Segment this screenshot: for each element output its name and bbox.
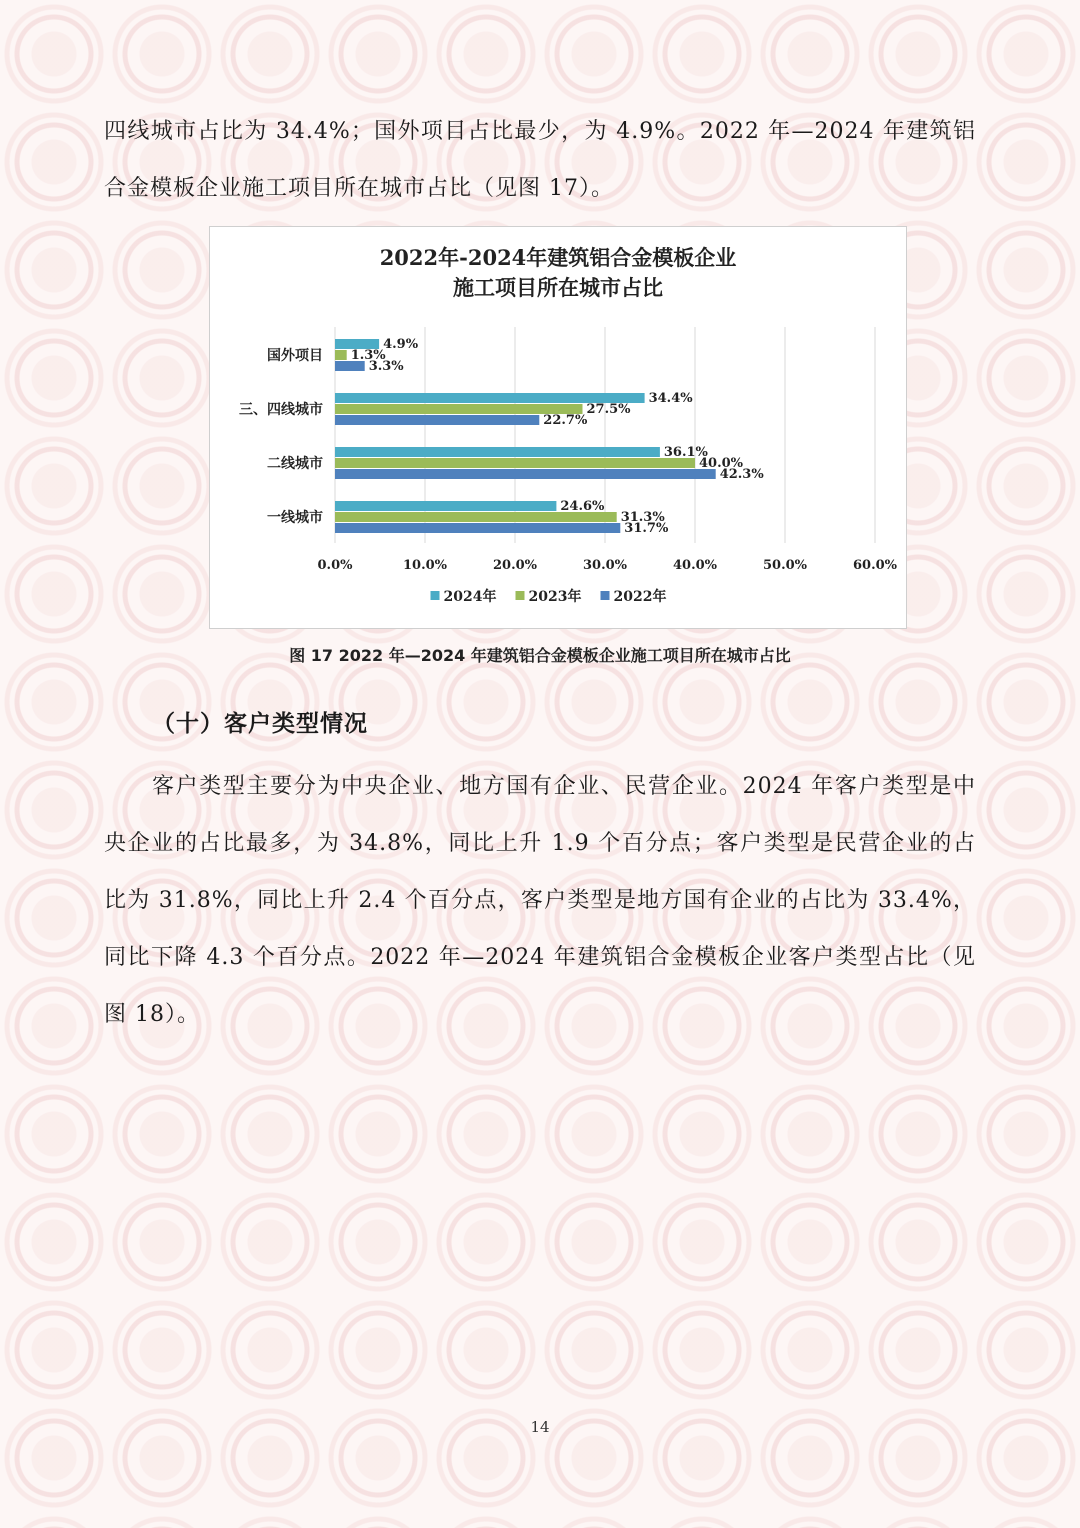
data-label: 1.3% [350,348,386,363]
category-label: 国外项目 [267,348,323,364]
body-paragraph: 客户类型主要分为中央企业、地方国有企业、民营企业。2024 年客户类型是中央企业的占比最多，为 34.8%，同比上升 1.9 个百分点；客户类型是民营企业的占比为 31.8%，同比上升 2.4 个百分点，客户类型是地方国有企业的占比为 33.4%，同比下降 4.3 个百分点。2022 年—2024 年建筑铝合金模板企业客户类型占比（见图 18）。 [104,774,976,1027]
bar [335,350,347,360]
data-label: 31.7% [624,521,669,536]
x-tick-label: 0.0% [317,558,353,573]
legend-swatch [601,591,610,600]
data-label: 31.3% [620,510,665,525]
data-label: 40.0% [699,456,744,471]
category-label: 一线城市 [267,510,323,526]
chart-title-line-2: 施工项目所在城市占比 [453,275,663,300]
x-tick-label: 10.0% [402,558,448,573]
bar [335,501,556,511]
legend-label: 2022年 [613,589,667,605]
chart-city-share [209,226,907,629]
legend-swatch [431,591,440,600]
chart-legend [431,588,667,605]
bar [335,458,695,468]
section-heading: （十）客户类型情况 [152,711,368,737]
data-label: 4.9% [383,337,419,352]
page-number: 14 [530,1418,550,1436]
chart-category-labels [239,347,323,526]
data-label: 34.4% [648,391,693,406]
chart-title-line-1: 2022年-2024年建筑铝合金模板企业 [379,245,737,270]
figure-caption: 图 17 2022 年—2024 年建筑铝合金模板企业施工项目所在城市占比 [289,646,791,665]
category-label: 三、四线城市 [239,402,323,418]
bar [335,523,620,533]
x-tick-label: 50.0% [762,558,808,573]
data-label: 36.1% [663,445,708,460]
bar [335,469,716,479]
x-tick-label: 20.0% [492,558,538,573]
category-label: 二线城市 [267,456,323,472]
intro-paragraph: 四线城市占比为 34.4%；国外项目占比最少，为 4.9%。2022 年—2024 年建筑铝合金模板企业施工项目所在城市占比（见图 17）。 [104,119,976,201]
data-label: 3.3% [368,359,404,374]
data-label: 22.7% [543,413,588,428]
x-tick-label: 30.0% [582,558,628,573]
x-tick-label: 60.0% [852,558,898,573]
data-label: 42.3% [719,467,764,482]
data-label: 24.6% [560,499,605,514]
chart-svg [210,227,906,628]
legend-label: 2024年 [443,589,497,605]
x-tick-label: 40.0% [672,558,718,573]
legend-swatch [516,591,525,600]
data-label: 27.5% [586,402,631,417]
bar [335,415,539,425]
chart-tick-labels [318,558,898,573]
legend-label: 2023年 [528,589,582,605]
bar [335,447,660,457]
